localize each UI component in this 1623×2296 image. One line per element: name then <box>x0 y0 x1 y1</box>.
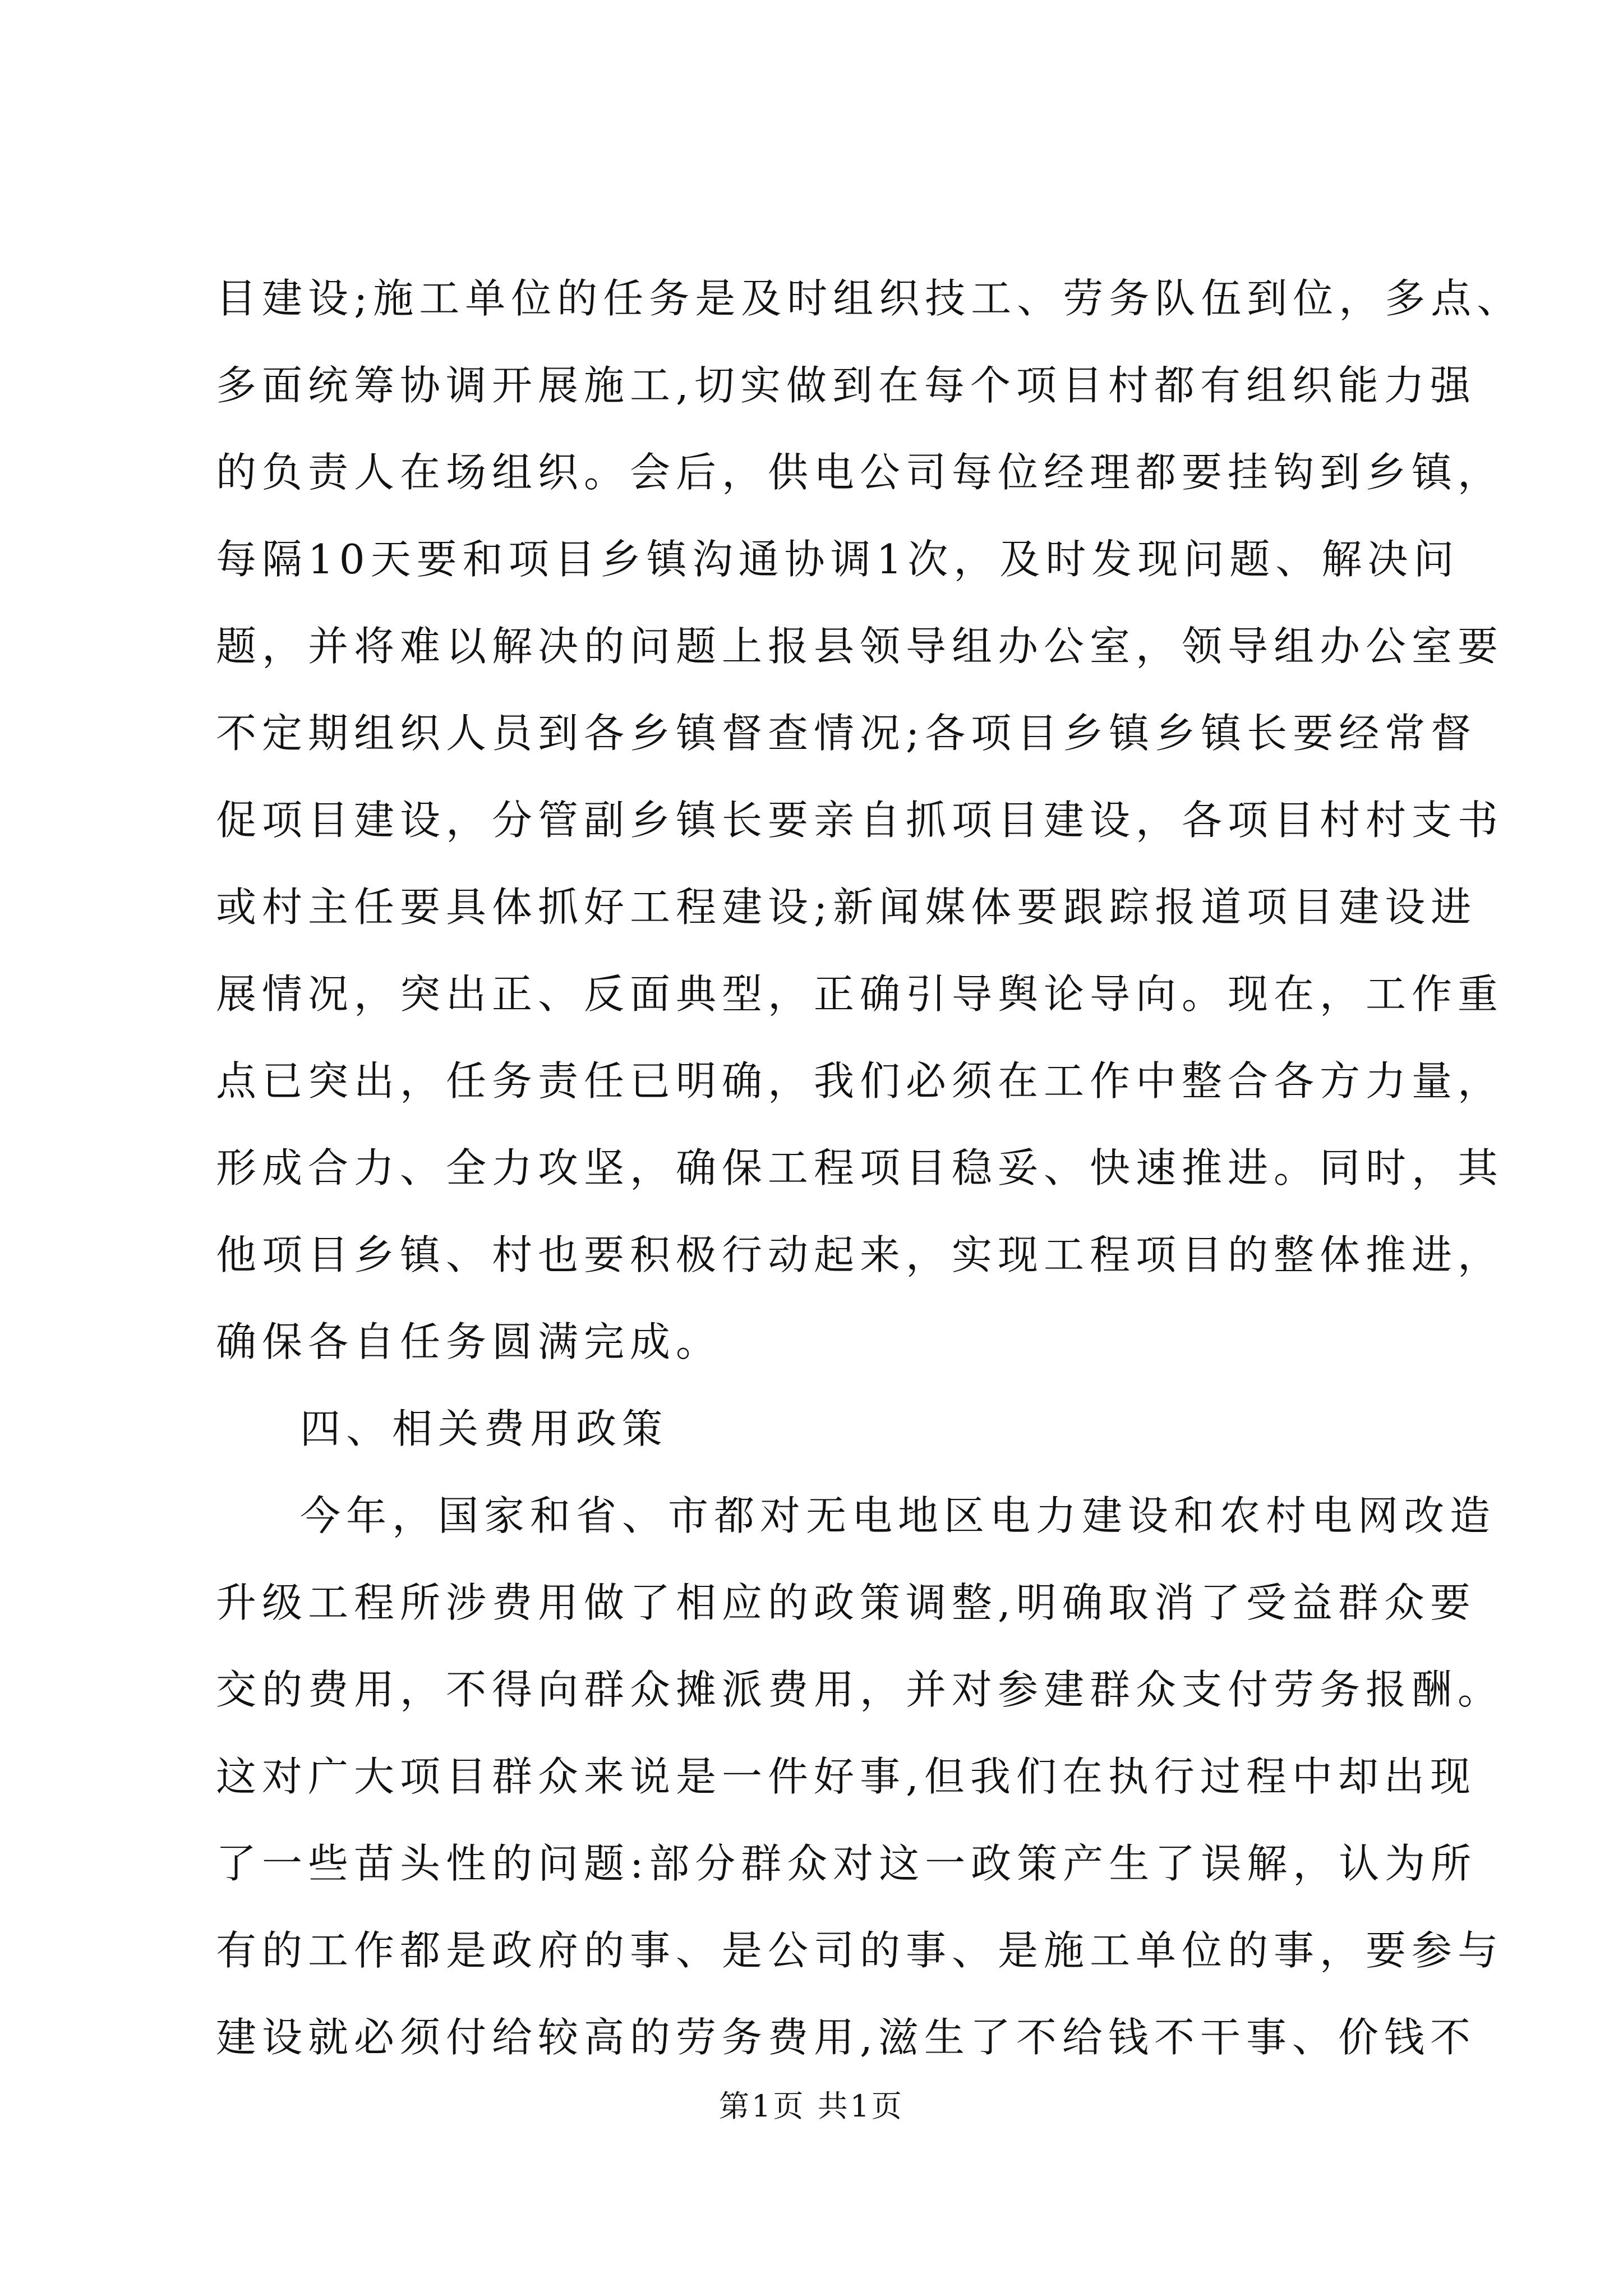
page-footer <box>0 2087 1623 2126</box>
text-line: 了一些苗头性的问题:部分群众对这一政策产生了误解，认为所 <box>216 1840 1477 1887</box>
text-line: 今年，国家和省、市都对无电地区电力建设和农村电网改造 <box>300 1492 1496 1539</box>
text-line: 形成合力、全力攻坚，确保工程项目稳妥、快速推进。同时，其 <box>216 1144 1504 1191</box>
text-line: 每隔10天要和项目乡镇沟通协调1次，及时发现问题、解决问 <box>216 536 1460 583</box>
text-line: 多面统筹协调开展施工,切实做到在每个项目村都有组织能力强 <box>216 362 1476 409</box>
text-line: 或村主任要具体抓好工程建设;新闻媒体要跟踪报道项目建设进 <box>216 884 1477 931</box>
text-line: 确保各自任务圆满完成。 <box>216 1318 722 1365</box>
text-line: 这对广大项目群众来说是一件好事,但我们在执行过程中却出现 <box>216 1753 1476 1800</box>
text-line: 的负责人在场组织。会后，供电公司每位经理都要挂钩到乡镇， <box>216 449 1504 496</box>
document-body <box>216 255 1523 2081</box>
section-heading: 四、相关费用政策 <box>300 1405 668 1452</box>
text-line: 题，并将难以解决的问题上报县领导组办公室，领导组办公室要 <box>216 623 1504 670</box>
text-line: 他项目乡镇、村也要积极行动起来，实现工程项目的整体推进， <box>216 1231 1504 1278</box>
text-line: 不定期组织人员到各乡镇督查情况;各项目乡镇乡镇长要经常督 <box>216 710 1477 757</box>
page-number: 第1页 共1页 <box>719 2088 904 2124</box>
text-line: 交的费用，不得向群众摊派费用，并对参建群众支付劳务报酬。 <box>216 1666 1504 1713</box>
text-line: 升级工程所涉费用做了相应的政策调整,明确取消了受益群众要 <box>216 1579 1476 1626</box>
text-line: 目建设;施工单位的任务是及时组织技工、劳务队伍到位，多点、 <box>216 275 1523 322</box>
text-line: 展情况，突出正、反面典型，正确引导舆论导向。现在，工作重 <box>216 970 1504 1018</box>
text-line: 点已突出，任务责任已明确，我们必须在工作中整合各方力量， <box>216 1057 1504 1105</box>
text-line: 促项目建设，分管副乡镇长要亲自抓项目建设，各项目村村支书 <box>216 797 1504 844</box>
text-line: 建设就必须付给较高的劳务费用,滋生了不给钱不干事、价钱不 <box>216 2014 1476 2061</box>
text-line: 有的工作都是政府的事、是公司的事、是施工单位的事，要参与 <box>216 1927 1504 1974</box>
